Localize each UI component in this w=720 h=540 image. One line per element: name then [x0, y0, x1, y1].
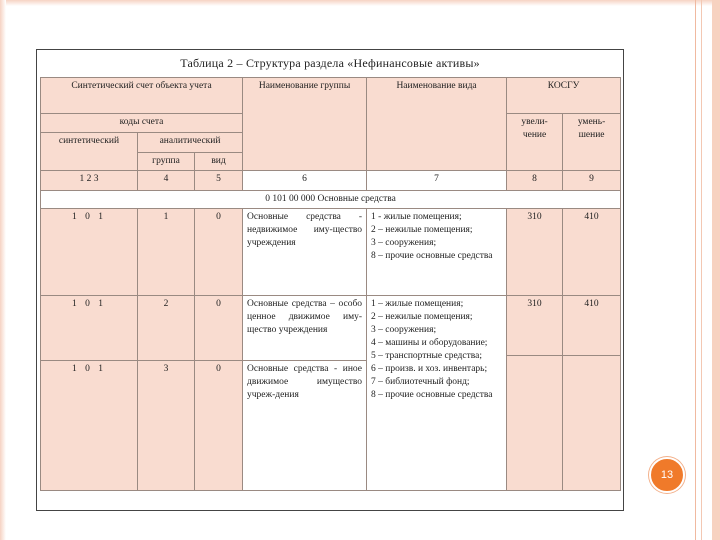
header-synthetic: синтетический: [41, 133, 138, 171]
cell-type: 0: [195, 296, 243, 361]
header-analytic: аналитический: [138, 133, 243, 153]
cell-increase-empty: [507, 356, 563, 491]
col-number: 8: [507, 171, 563, 191]
cell-group-name: Основные средства - недвижимое иму-щество учреждения: [243, 209, 367, 296]
header-type: вид: [195, 153, 243, 171]
type-item: 6 – произв. и хоз. инвентарь;: [371, 364, 488, 374]
col-number: 1 2 3: [41, 171, 138, 191]
col-number: 7: [367, 171, 507, 191]
slide-right-edge: [712, 0, 720, 540]
type-item: 1 - жилые помещения;: [371, 212, 462, 222]
cell-group: 3: [138, 361, 195, 491]
type-item: 5 – транспортные средства;: [371, 351, 482, 361]
cell-group: 1: [138, 209, 195, 296]
header-account-codes: коды счета: [41, 114, 243, 133]
type-item: 3 – сооружения;: [371, 238, 437, 248]
header-decrease: умень-шение: [563, 114, 621, 171]
col-number: 5: [195, 171, 243, 191]
cell-types: [367, 296, 507, 491]
col-number: 6: [243, 171, 367, 191]
header-type-name: Наименование вида: [367, 78, 507, 171]
cell-group-name: Основные средства - иное движимое имущество учреж-дения: [243, 361, 367, 491]
cell-synth: 1 0 1: [41, 361, 138, 491]
table-frame: [36, 49, 624, 511]
assets-table: [40, 77, 621, 491]
section-heading: 0 101 00 000 Основные средства: [41, 191, 621, 209]
table-row: [41, 209, 621, 296]
header-increase: увели-чение: [507, 114, 563, 171]
header-kosgu: КОСГУ: [507, 78, 621, 114]
type-item: 2 – нежилые помещения;: [371, 312, 473, 322]
type-item: 8 – прочие основные средства: [371, 251, 493, 261]
header-group-name: Наименование группы: [243, 78, 367, 171]
cell-synth: 1 0 1: [41, 296, 138, 361]
type-item: 8 – прочие основные средства: [371, 390, 493, 400]
cell-group-name: Основные средства – особо ценное движимое иму-щество учреждения: [243, 296, 367, 361]
slide-decor-line: [701, 0, 702, 540]
cell-decrease-empty: [563, 356, 621, 491]
type-item: 4 – машины и оборудование;: [371, 338, 488, 348]
cell-increase: 310: [507, 209, 563, 296]
page-number-badge: 13: [649, 457, 685, 493]
type-item: 7 – библиотечный фонд;: [371, 377, 470, 387]
cell-types: [367, 209, 507, 296]
slide-top-edge: [0, 0, 720, 6]
slide-decor-line: [695, 0, 696, 540]
type-item: 3 – сооружения;: [371, 325, 437, 335]
cell-decrease: 410: [563, 296, 621, 356]
header-group: группа: [138, 153, 195, 171]
cell-type: 0: [195, 361, 243, 491]
cell-synth: 1 0 1: [41, 209, 138, 296]
type-item: 1 – жилые помещения;: [371, 299, 464, 309]
slide-left-edge: [0, 0, 6, 540]
col-number: 9: [563, 171, 621, 191]
col-number: 4: [138, 171, 195, 191]
cell-type: 0: [195, 209, 243, 296]
cell-increase: 310: [507, 296, 563, 356]
cell-decrease: 410: [563, 209, 621, 296]
table-row: [41, 296, 621, 356]
table-title: Таблица 2 – Структура раздела «Нефинансовые активы»: [180, 56, 480, 70]
header-synth-account: Синтетический счет объекта учета: [41, 78, 243, 114]
cell-group: 2: [138, 296, 195, 361]
type-item: 2 – нежилые помещения;: [371, 225, 473, 235]
